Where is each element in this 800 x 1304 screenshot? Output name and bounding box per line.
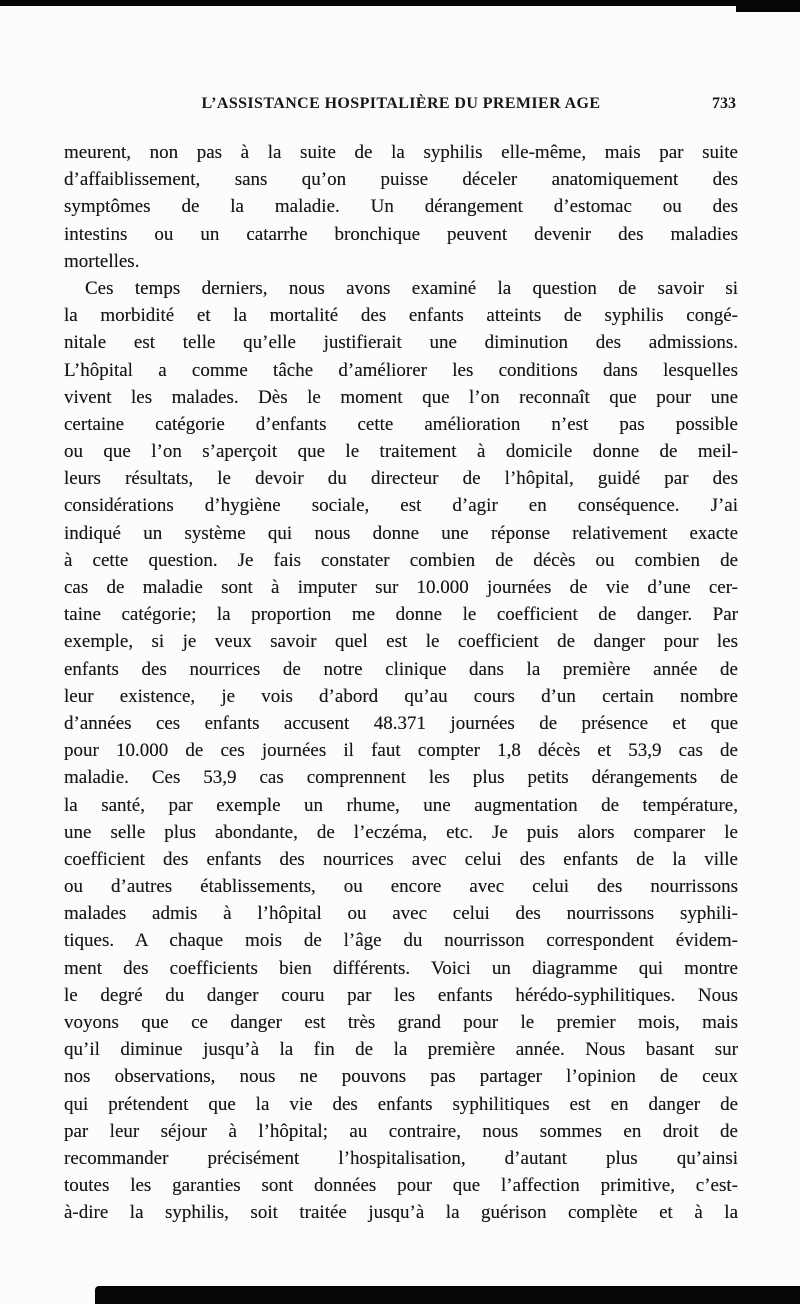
body-text [64, 139, 738, 1227]
text-line: L’hôpital a comme tâche d’améliorer les conditions dans lesquelles [64, 359, 738, 381]
text-line: maladie. Ces 53,9 cas comprennent les plus petits dérangements de [64, 767, 738, 789]
text-line: qui prétendent que la vie des enfants syphilitiques est en danger de [64, 1093, 738, 1115]
text-line: considérations d’hygiène sociale, est d’agir en conséquence. J’ai [64, 495, 738, 517]
text-line: coefficient des enfants des nourrices avec celui des enfants de la ville [64, 848, 738, 870]
text-line: ment des coefficients bien différents. Voici un diagramme qui montre [64, 957, 738, 979]
text-line: à cette question. Je fais constater combien de décès ou combien de [64, 549, 738, 571]
text-line: certaine catégorie d’enfants cette amélioration n’est pas possible [64, 413, 738, 435]
page-content [64, 0, 738, 1227]
text-line: d’années ces enfants accusent 48.371 journées de présence et que [64, 712, 738, 734]
text-line: toutes les garanties sont données pour que l’affection primitive, c’est- [64, 1175, 738, 1197]
text-line: nitale est telle qu’elle justifierait une diminution des admissions. [64, 332, 738, 354]
text-line: par leur séjour à l’hôpital; au contraire, nous sommes en droit de [64, 1120, 738, 1142]
running-header [64, 95, 738, 116]
text-line: mortelles. [64, 250, 140, 272]
text-line: pour 10.000 de ces journées il faut compter 1,8 décès et 53,9 cas de [64, 740, 738, 762]
text-line: leur existence, je vois d’abord qu’au cours d’un certain nombre [64, 685, 738, 707]
text-line: à-dire la syphilis, soit traitée jusqu’à la guérison complète et à la [64, 1202, 738, 1224]
text-line: voyons que ce danger est très grand pour le premier mois, mais [64, 1012, 738, 1033]
text-line: enfants des nourrices de notre clinique dans la première année de [64, 658, 738, 680]
text-line: meurent, non pas à la suite de la syphilis elle-même, mais par suite [64, 142, 738, 163]
text-line: symptômes de la maladie. Un dérangement d’estomac ou des [64, 196, 738, 218]
text-line: qu’il diminue jusqu’à la fin de la première année. Nous basant sur [64, 1039, 738, 1061]
text-line: indiqué un système qui nous donne une réponse relativement exacte [64, 522, 738, 544]
page-number: 733 [712, 95, 736, 112]
running-header-title: L’ASSISTANCE HOSPITALIÈRE DU PREMIER AGE [201, 95, 601, 112]
text-line: tiques. A chaque mois de l’âge du nourrisson correspondent évidem- [64, 930, 738, 952]
text-line: taine catégorie; la proportion me donne le coefficient de danger. Par [64, 604, 738, 626]
text-line: ou d’autres établissements, ou encore avec celui des nourrissons [64, 876, 738, 898]
scan-artifact-top-right-corner [736, 0, 800, 12]
text-line: Ces temps derniers, nous avons examiné la question de savoir si [85, 277, 738, 299]
scan-artifact-bottom-edge [95, 1286, 800, 1304]
text-line: leurs résultats, le devoir du directeur de l’hôpital, guidé par des [64, 468, 738, 490]
text-line: une selle plus abondante, de l’eczéma, etc. Je puis alors comparer le [64, 821, 738, 843]
text-line: exemple, si je veux savoir quel est le coefficient de danger pour les [64, 631, 738, 653]
text-line: recommander précisément l’hospitalisation, d’autant plus qu’ainsi [64, 1147, 738, 1169]
text-line: la morbidité et la mortalité des enfants atteints de syphilis congé- [64, 305, 738, 327]
text-line: intestins ou un catarrhe bronchique peuvent devenir des maladies [64, 223, 738, 245]
text-line: vivent les malades. Dès le moment que l’on reconnaît que pour une [64, 386, 738, 408]
text-line: le degré du danger couru par les enfants hérédo-syphilitiques. Nous [64, 984, 738, 1006]
text-line: la santé, par exemple un rhume, une augmentation de température, [64, 794, 738, 816]
text-line: malades admis à l’hôpital ou avec celui des nourrissons syphili- [64, 903, 738, 925]
text-line: nos observations, nous ne pouvons pas partager l’opinion de ceux [64, 1066, 738, 1088]
text-line: ou que l’on s’aperçoit que le traitement à domicile donne de meil- [64, 441, 738, 463]
text-line: cas de maladie sont à imputer sur 10.000 journées de vie d’une cer- [64, 577, 738, 598]
text-line: d’affaiblissement, sans qu’on puisse déceler anatomiquement des [64, 169, 738, 191]
